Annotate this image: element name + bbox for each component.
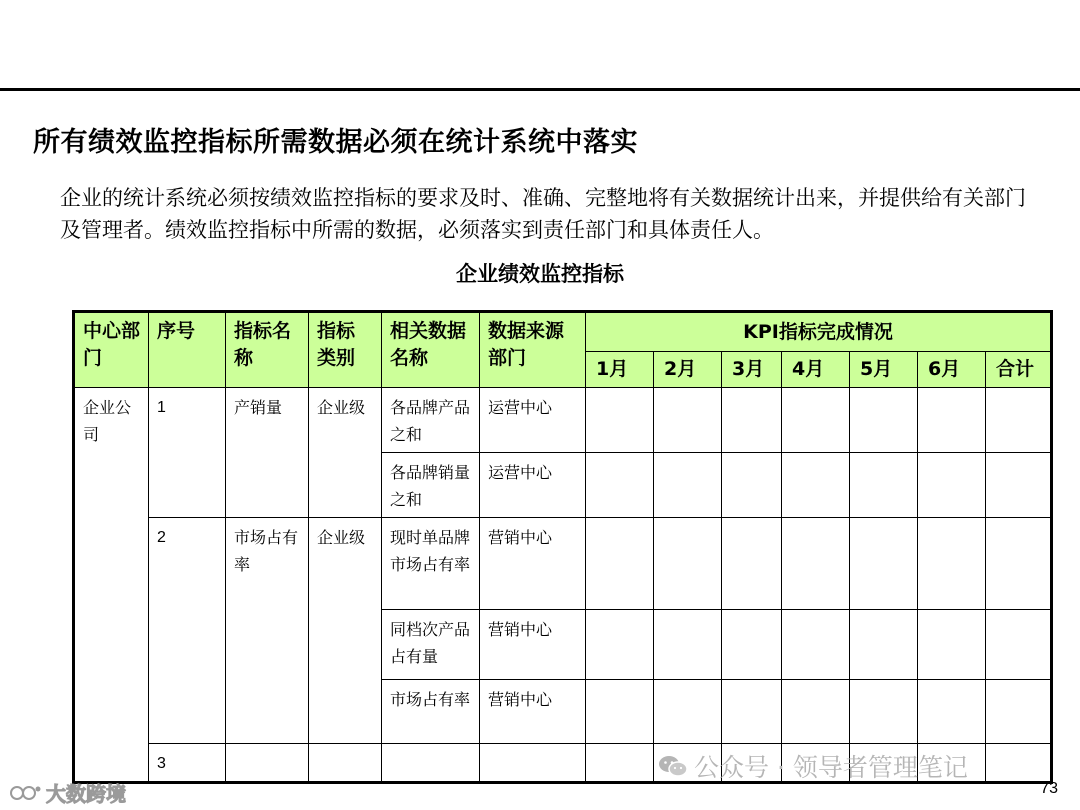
header-month-3: 3月 (722, 352, 782, 388)
value-cell (850, 453, 918, 518)
source-cell: 营销中心 (480, 518, 586, 610)
value-cell (918, 518, 986, 610)
value-cell (782, 518, 850, 610)
watermark (658, 748, 968, 784)
header-kpi-completion: KPI指标完成情况 (586, 312, 1052, 352)
value-cell (918, 388, 986, 453)
value-cell (918, 680, 986, 744)
source-cell: 运营中心 (480, 388, 586, 453)
value-cell (654, 453, 722, 518)
header-month-4: 4月 (782, 352, 850, 388)
source-cell: 营销中心 (480, 610, 586, 680)
header-month-1: 1月 (586, 352, 654, 388)
header-total: 合计 (986, 352, 1052, 388)
value-cell (722, 610, 782, 680)
table-row (74, 518, 1052, 610)
value-cell (986, 680, 1052, 744)
value-cell (986, 388, 1052, 453)
data-name-cell (382, 744, 480, 783)
header-related-data: 相关数据名称 (382, 312, 480, 388)
kpi-table (72, 310, 1053, 784)
value-cell (586, 518, 654, 610)
seq-cell: 3 (149, 744, 226, 783)
source-cell: 运营中心 (480, 453, 586, 518)
brand-mark (8, 778, 126, 807)
value-cell (850, 610, 918, 680)
table-row (74, 388, 1052, 453)
indicator-name-cell: 产销量 (226, 388, 309, 518)
value-cell (722, 518, 782, 610)
seq-cell: 2 (149, 518, 226, 744)
source-cell (480, 744, 586, 783)
data-name-cell: 同档次产品占有量 (382, 610, 480, 680)
value-cell (586, 610, 654, 680)
value-cell (722, 453, 782, 518)
indicator-name-cell (226, 744, 309, 783)
page-title: 所有绩效监控指标所需数据必须在统计系统中落实 (33, 127, 638, 158)
header-row-1 (74, 312, 1052, 352)
value-cell (782, 610, 850, 680)
value-cell (654, 518, 722, 610)
brand-text: 大数跨境 (46, 782, 126, 806)
brand-logo-icon (8, 783, 42, 803)
header-indicator-name: 指标名称 (226, 312, 309, 388)
header-month-2: 2月 (654, 352, 722, 388)
value-cell (654, 680, 722, 744)
value-cell (586, 680, 654, 744)
indicator-name-cell: 市场占有率 (226, 518, 309, 744)
value-cell (986, 610, 1052, 680)
top-rule (0, 88, 1080, 91)
value-cell (986, 744, 1052, 783)
value-cell (986, 518, 1052, 610)
value-cell (850, 518, 918, 610)
indicator-type-cell: 企业级 (309, 518, 382, 744)
watermark-text: 公众号 · 领导者管理笔记 (694, 753, 968, 782)
source-cell: 营销中心 (480, 680, 586, 744)
value-cell (782, 680, 850, 744)
header-seq: 序号 (149, 312, 226, 388)
header-data-source: 数据来源部门 (480, 312, 586, 388)
value-cell (654, 388, 722, 453)
center-cell: 企业公司 (74, 388, 149, 783)
value-cell (986, 453, 1052, 518)
indicator-type-cell: 企业级 (309, 388, 382, 518)
indicator-type-cell (309, 744, 382, 783)
data-name-cell: 各品牌销量之和 (382, 453, 480, 518)
data-name-cell: 各品牌产品之和 (382, 388, 480, 453)
wechat-icon (658, 754, 688, 778)
value-cell (722, 388, 782, 453)
seq-cell: 1 (149, 388, 226, 518)
value-cell (586, 744, 654, 783)
value-cell (586, 453, 654, 518)
page-number: 73 (1040, 780, 1058, 797)
value-cell (722, 680, 782, 744)
intro-paragraph: 企业的统计系统必须按绩效监控指标的要求及时、准确、完整地将有关数据统计出来，并提供给有关部门及管理者。绩效监控指标中所需的数据，必须落实到责任部门和具体责任人。 (60, 186, 1026, 242)
header-indicator-type: 指标类别 (309, 312, 382, 388)
value-cell (850, 388, 918, 453)
header-month-6: 6月 (918, 352, 986, 388)
table-title: 企业绩效监控指标 (456, 262, 624, 286)
header-month-5: 5月 (850, 352, 918, 388)
value-cell (918, 453, 986, 518)
value-cell (782, 388, 850, 453)
value-cell (850, 680, 918, 744)
value-cell (586, 388, 654, 453)
header-center-dept: 中心部门 (74, 312, 149, 388)
value-cell (918, 610, 986, 680)
value-cell (654, 610, 722, 680)
data-name-cell: 市场占有率 (382, 680, 480, 744)
data-name-cell: 现时单品牌市场占有率 (382, 518, 480, 610)
value-cell (782, 453, 850, 518)
